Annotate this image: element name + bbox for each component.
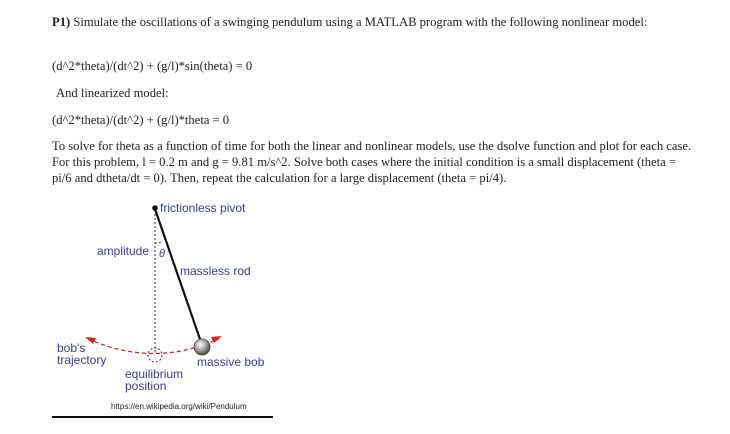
- rod-label: massless rod: [180, 264, 251, 278]
- theta-symbol: θ: [159, 248, 165, 260]
- source-url: https://en.wikipedia.org/wiki/Pendulum: [111, 402, 247, 411]
- nonlinear-equation: (d^2*theta)/(dt^2) + (g/l)*sin(theta) = 0: [52, 59, 253, 73]
- trajectory-label-1: bob's: [57, 341, 86, 355]
- angle-arc: [155, 241, 163, 243]
- instructions-paragraph: To solve for theta as a function of time for both the linear and nonlinear models, use the dsolve function and plot for each case. For this problem, l = 0.2 m and g = 9.81 m/s^2. Solve both cases where the initial condition is a small displacement (theta = pi/6 and dtheta/dt = 0). Then, repeat the calculation for a large displacement (theta = pi/4).: [52, 139, 692, 185]
- massive-bob: [194, 339, 210, 355]
- problem-intro: Simulate the oscillations of a swinging pendulum using a MATLAB program with the following nonlinear model:: [70, 15, 648, 29]
- pivot-label: frictionless pivot: [160, 201, 246, 215]
- equilibrium-label-1: equilibrium: [125, 367, 184, 381]
- trajectory-label-2: trajectory: [57, 353, 107, 367]
- bob-label: massive bob: [197, 355, 265, 369]
- equilibrium-label-2: position: [125, 379, 167, 393]
- linear-equation: (d^2*theta)/(dt^2) + (g/l)*theta = 0: [52, 113, 230, 127]
- problem-label: P1): [52, 15, 71, 29]
- left-arrow: [85, 337, 96, 344]
- linear-intro: And linearized model:: [56, 86, 169, 100]
- amplitude-label: amplitude: [97, 244, 150, 258]
